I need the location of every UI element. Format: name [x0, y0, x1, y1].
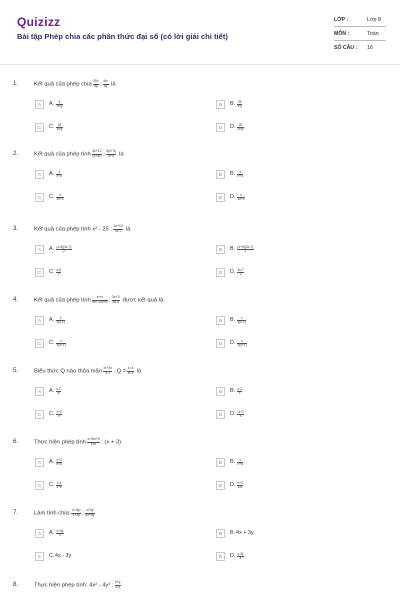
fraction: [56, 124, 63, 132]
answer-letter: D.: [230, 553, 236, 559]
fraction-denominator: 4x+8y: [85, 512, 95, 517]
fraction-numerator: 20x: [93, 79, 99, 83]
answer-letter: B.: [230, 317, 236, 323]
fraction-denominator: x+6: [237, 462, 243, 467]
fraction-numerator: x-2: [56, 387, 61, 391]
fraction: [93, 80, 99, 88]
answer-checkbox[interactable]: D: [216, 552, 225, 561]
answer-checkbox[interactable]: A: [35, 170, 44, 179]
question-text: [34, 296, 163, 304]
fraction-denominator: 3x-7: [114, 228, 122, 233]
fraction-denominator: 3x²y: [56, 104, 63, 109]
answer-checkbox[interactable]: B: [216, 245, 225, 254]
fraction-numerator: 3(x+3): [106, 149, 116, 153]
answer-checkbox[interactable]: C: [35, 552, 44, 561]
fraction-denominator: x: [238, 391, 241, 396]
answer-text: [55, 246, 72, 254]
fraction-denominator: 2: [57, 272, 60, 277]
fraction-numerator: x²+6x+9: [87, 437, 100, 441]
question-text: [34, 225, 130, 233]
fraction: [56, 340, 66, 348]
question-number: 6.: [13, 438, 19, 445]
fraction: [85, 509, 95, 517]
fraction-numerator: 25: [237, 100, 242, 104]
fraction: [237, 246, 254, 254]
answer-checkbox[interactable]: D: [216, 410, 225, 419]
fraction: [113, 225, 123, 233]
answer-checkbox[interactable]: D: [216, 339, 225, 348]
answer-checkbox[interactable]: C: [35, 481, 44, 490]
fraction-numerator: 20: [238, 123, 243, 127]
fraction: [92, 150, 102, 158]
fraction: [56, 388, 61, 396]
answer-checkbox[interactable]: A: [35, 529, 44, 538]
question-prefix: Thực hiện phép tính: [34, 439, 86, 446]
fraction: [56, 317, 65, 325]
question-text: [34, 80, 116, 88]
answer-checkbox[interactable]: B: [216, 387, 225, 396]
fraction-denominator: x-1: [105, 370, 111, 375]
answer-letter: A.: [49, 459, 55, 465]
answer-text: [236, 317, 246, 325]
fraction-denominator: 4: [59, 533, 61, 538]
fraction-numerator: x²-9y²: [71, 508, 81, 512]
fraction: [103, 80, 109, 88]
fraction: [237, 317, 246, 325]
question-prefix: Thực hiện phép tính: 4x² - 4y² :: [34, 582, 114, 589]
answer-expression: 4x - 3y: [55, 553, 72, 559]
fraction: [56, 194, 64, 202]
fraction-numerator: (x+5)(3x-7): [237, 245, 254, 249]
answer-text: [55, 101, 63, 109]
answer-text: [236, 101, 242, 109]
fraction: [106, 150, 117, 158]
answer-text: [236, 124, 244, 132]
answer-checkbox[interactable]: B: [216, 529, 225, 538]
fraction-denominator: 3x+4: [56, 197, 64, 202]
worksheet-header: [0, 0, 400, 66]
fraction-denominator: 2: [63, 249, 65, 254]
answer-text: [236, 530, 254, 536]
answer-letter: A.: [49, 246, 55, 252]
answer-checkbox[interactable]: C: [35, 268, 44, 277]
grade-label: LỚP :: [334, 17, 349, 23]
question-suffix: là: [136, 368, 142, 375]
fraction-numerator: 3x+3: [112, 295, 120, 299]
fraction-numerator: x-3y: [237, 552, 244, 556]
fraction-numerator: -x+2: [237, 410, 244, 414]
fraction: [237, 553, 244, 561]
fraction: [127, 367, 134, 375]
answer-text: [55, 124, 63, 132]
question-number: 2.: [13, 150, 19, 157]
fraction: [56, 269, 61, 277]
fraction-numerator: x: [237, 317, 246, 321]
answer-letter: D.: [230, 411, 236, 417]
answer-text: [236, 388, 242, 396]
fraction-numerator: 4: [237, 194, 245, 198]
answer-letter: D.: [230, 194, 236, 200]
question-prefix: Kết quả của phép chia: [34, 81, 92, 88]
fraction-denominator: 5x²-10x+5: [92, 299, 108, 304]
meta-divider: [334, 40, 386, 41]
answer-checkbox[interactable]: D: [216, 268, 225, 277]
fraction-numerator: 4x+12: [92, 149, 102, 153]
fraction-numerator: x²-4: [127, 366, 134, 370]
fraction: [115, 581, 121, 589]
answer-text: [55, 171, 62, 179]
question-text: [34, 581, 122, 589]
answer-letter: C.: [49, 269, 55, 275]
fraction-numerator: 4: [56, 171, 62, 175]
answer-text: [236, 482, 243, 490]
fraction: [112, 296, 120, 304]
question-prefix: Kết quả của phép tính: [34, 151, 91, 158]
fraction-denominator: x-6: [237, 485, 243, 490]
fraction: [87, 438, 100, 446]
fraction-numerator: x+3y: [86, 508, 94, 512]
answer-checkbox[interactable]: A: [35, 100, 44, 109]
fraction: [237, 269, 244, 277]
question-count-label: SỐ CÂU :: [334, 45, 358, 51]
answer-letter: B.: [230, 388, 236, 394]
fraction-denominator: 5y: [103, 83, 108, 88]
question-suffix: là: [125, 226, 131, 233]
fraction-numerator: x+3y: [56, 529, 64, 533]
question-operator: :: [108, 297, 111, 304]
fraction-denominator: x+4: [108, 153, 114, 158]
answer-checkbox[interactable]: C: [35, 123, 44, 132]
question-prefix: Biểu thức Q nào thỏa mãn: [34, 368, 103, 375]
question-operator: :: [103, 151, 105, 158]
answer-checkbox[interactable]: D: [216, 481, 225, 490]
fraction: [237, 124, 244, 132]
fraction-numerator: 25: [57, 123, 62, 127]
fraction-numerator: x-5: [56, 268, 61, 272]
fraction-denominator: 3(x+1): [56, 343, 66, 348]
fraction-denominator: x+2y: [72, 512, 80, 517]
question-prefix: Làm tính chia:: [34, 510, 71, 517]
answer-letter: C.: [49, 340, 55, 346]
fraction-denominator: 2: [244, 249, 247, 254]
answer-checkbox[interactable]: D: [216, 123, 225, 132]
question-number: 4.: [13, 296, 19, 303]
fraction: [237, 459, 243, 467]
fraction: [56, 101, 63, 109]
question-number: 1.: [13, 80, 19, 87]
answer-checkbox[interactable]: C: [35, 339, 44, 348]
question-suffix: được kết quả là: [122, 297, 164, 304]
fraction-numerator: 2x+10: [113, 224, 123, 228]
fraction-numerator: x-2: [237, 387, 242, 391]
answer-checkbox[interactable]: A: [35, 316, 44, 325]
answer-checkbox[interactable]: B: [216, 100, 225, 109]
subject-value: Toán: [367, 31, 379, 37]
answer-letter: A.: [49, 388, 55, 394]
answer-letter: C.: [49, 482, 55, 488]
fraction-numerator: 1: [237, 459, 243, 463]
fraction-denominator: 2: [239, 272, 242, 277]
answer-letter: B.: [230, 459, 236, 465]
answer-text: [55, 411, 62, 419]
fraction: [56, 246, 72, 254]
question-number: 5.: [13, 367, 19, 374]
answer-letter: A.: [49, 101, 55, 107]
fraction-numerator: 4: [56, 101, 63, 105]
question-text: [34, 367, 141, 375]
fraction-numerator: x+y: [115, 580, 121, 584]
fraction: [237, 194, 245, 202]
question-prefix: Kết quả của phép tính x² - 25 :: [34, 226, 112, 233]
fraction-denominator: 3x+4: [237, 197, 245, 202]
question-text: [34, 438, 123, 446]
fraction-denominator: 4: [239, 556, 242, 561]
answer-text: [55, 553, 71, 559]
fraction-numerator: x²+x: [92, 296, 108, 301]
answer-letter: B.: [230, 246, 236, 252]
fraction-numerator: 4x³: [103, 79, 109, 83]
quizizz-logo: Quizizz: [17, 15, 61, 29]
question-prefix: Kết quả của phép tính: [34, 297, 91, 304]
fraction-denominator: x²y: [237, 104, 242, 109]
fraction-denominator: x+4: [237, 174, 243, 179]
fraction: [71, 509, 81, 517]
answer-text: [236, 246, 254, 254]
answer-letter: B.: [230, 171, 236, 177]
fraction-denominator: 3(x-1): [56, 320, 65, 325]
question-text: [34, 150, 124, 158]
question-operator: : (x + 3).: [101, 439, 123, 446]
fraction: [56, 459, 62, 467]
question-operator: . Q =: [113, 368, 127, 375]
answer-checkbox[interactable]: B: [216, 316, 225, 325]
fraction-numerator: x+3: [56, 458, 62, 462]
fraction: [56, 411, 62, 419]
fraction-denominator: 3x²y: [56, 127, 63, 132]
fraction-denominator: x+6: [56, 462, 62, 467]
question-operator: :: [100, 81, 102, 88]
subject-label: MÔN :: [334, 31, 350, 37]
question-suffix: là: [111, 81, 116, 88]
answer-checkbox[interactable]: A: [35, 458, 44, 467]
fraction: [56, 171, 62, 179]
answer-letter: C.: [49, 553, 55, 559]
question-number: 7.: [13, 509, 19, 516]
fraction: [56, 530, 64, 538]
fraction-denominator: 3(x-1): [237, 320, 246, 325]
answer-letter: D.: [230, 124, 236, 130]
fraction-denominator: x+6: [90, 441, 97, 446]
fraction-denominator: x+4: [56, 174, 62, 179]
fraction-denominator: x+6: [56, 485, 62, 490]
fraction-denominator: (x+4)²: [92, 153, 102, 158]
question-operator: :: [82, 510, 84, 517]
fraction-numerator: x: [237, 340, 247, 344]
fraction-numerator: x+2: [56, 410, 62, 414]
question-text: [34, 509, 96, 517]
page-title: Bài tập Phép chia các phân thức đại số (có lời giải chi tiết): [17, 32, 228, 41]
fraction: [56, 482, 62, 490]
answer-text: [236, 553, 244, 561]
fraction-numerator: x+3: [237, 481, 243, 485]
answer-text: [55, 482, 62, 490]
meta-divider: [334, 26, 386, 27]
fraction-denominator: x-y: [115, 584, 121, 589]
answer-checkbox[interactable]: A: [35, 387, 44, 396]
answer-checkbox[interactable]: C: [35, 193, 44, 202]
answer-letter: A.: [49, 171, 55, 177]
question-count-value: 16: [367, 45, 373, 51]
fraction-denominator: 3y²: [93, 83, 99, 88]
fraction-numerator: x²+2x: [103, 366, 112, 370]
answer-letter: B.: [230, 101, 236, 107]
answer-checkbox[interactable]: C: [35, 410, 44, 419]
answer-letter: D.: [230, 482, 236, 488]
fraction: [237, 340, 247, 348]
answer-letter: C.: [49, 194, 55, 200]
answer-letter: D.: [230, 269, 236, 275]
fraction-numerator: 3x-7: [237, 268, 244, 272]
answer-checkbox[interactable]: B: [216, 170, 225, 179]
answer-text: [236, 194, 245, 202]
fraction-denominator: 5x-5: [112, 299, 120, 304]
question-number: 8.: [13, 581, 19, 588]
answer-checkbox[interactable]: D: [216, 193, 225, 202]
answer-text: [55, 388, 61, 396]
fraction-numerator: x-3: [56, 481, 62, 485]
header-divider: [0, 64, 400, 65]
fraction-denominator: x: [58, 414, 60, 419]
answer-letter: A.: [49, 530, 55, 536]
fraction-denominator: x²-x: [127, 370, 134, 375]
question-suffix: là: [119, 151, 124, 158]
answer-text: [55, 340, 66, 348]
fraction-numerator: x: [56, 340, 66, 344]
answer-expression: 4x + 3y: [236, 530, 254, 536]
fraction-numerator: 4: [56, 194, 64, 198]
fraction-denominator: x: [239, 414, 242, 419]
answer-text: [55, 194, 64, 202]
fraction: [237, 171, 243, 179]
answer-checkbox[interactable]: B: [216, 458, 225, 467]
answer-letter: A.: [49, 317, 55, 323]
answer-text: [236, 269, 244, 277]
grade-value: Lớp 8: [367, 17, 382, 23]
answer-text: [236, 340, 247, 348]
question-number: 3.: [13, 225, 19, 232]
fraction-denominator: x²: [57, 391, 61, 396]
answer-text: [55, 317, 65, 325]
answer-letter: D.: [230, 340, 236, 346]
answer-letter: B.: [230, 530, 236, 536]
answer-letter: C.: [49, 411, 55, 417]
fraction: [237, 101, 242, 109]
fraction: [92, 296, 108, 304]
fraction: [103, 367, 112, 375]
answer-checkbox[interactable]: A: [35, 245, 44, 254]
fraction: [237, 388, 242, 396]
fraction: [237, 482, 243, 490]
fraction-denominator: 3x²y: [237, 127, 244, 132]
answer-text: [55, 459, 62, 467]
answer-text: [55, 269, 61, 277]
answer-text: [236, 171, 243, 179]
fraction-numerator: (x-5)(3x-7): [56, 245, 72, 249]
answer-letter: C.: [49, 124, 55, 130]
fraction-numerator: 4: [237, 171, 243, 175]
answer-text: [236, 459, 243, 467]
fraction: [237, 411, 244, 419]
fraction-numerator: x: [56, 317, 65, 321]
fraction-denominator: 3(x+1): [237, 343, 247, 348]
answer-text: [55, 530, 64, 538]
answer-text: [236, 411, 244, 419]
